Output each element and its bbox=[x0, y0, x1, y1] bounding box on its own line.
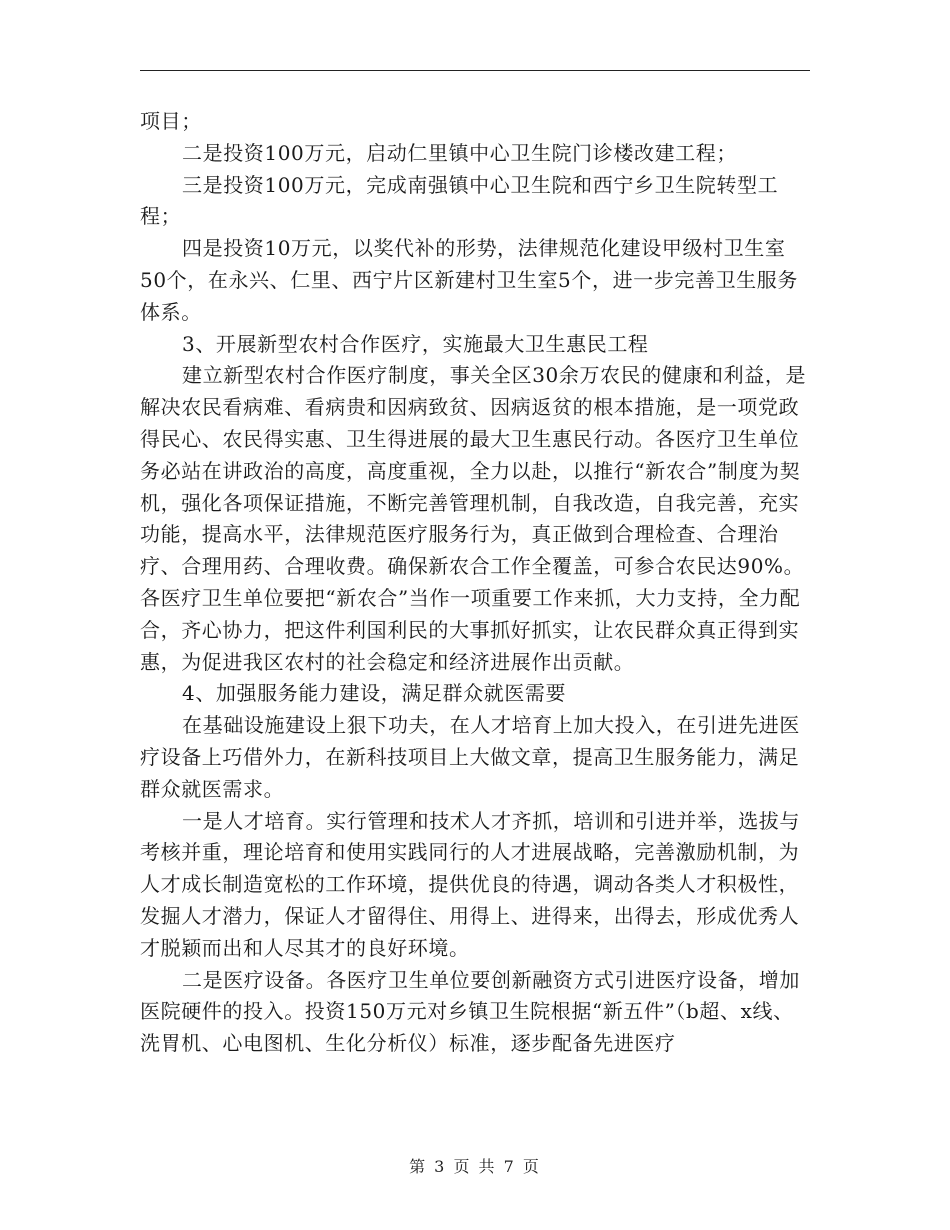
paragraph: 建立新型农村合作医疗制度，事关全区30余万农民的健康和利益，是解决农民看病难、看病贵和因病致贫、因病返贫的根本措施，是一项党政得民心、农民得实惠、卫生得进展的最大卫生惠民行动。各医疗卫生单位务必站在讲政治的高度，高度重视，全力以赴，以推行“新农合”制度为契机，强化各项保证措施，不断完善管理机制，自我改造，自我完善，充实功能，提高水平，法律规范医疗服务行为，真正做到合理检查、合理治疗、合理用药、合理收费。确保新农合工作全覆盖，可参合农民达90%。各医疗卫生单位要把“新农合”当作一项重要工作来抓，大力支持，全力配合，齐心协力，把这件利国利民的大事抓好抓实，让农民群众真正得到实惠，为促进我区农村的社会稳定和经济进展作出贡献。 bbox=[140, 363, 807, 674]
section-heading: 3、开展新型农村合作医疗，实施最大卫生惠民工程 bbox=[182, 331, 649, 356]
paragraph: 二是投资100万元，启动仁里镇中心卫生院门诊楼改建工程； bbox=[182, 140, 737, 165]
section-heading: 4、加强服务能力建设，满足群众就医需要 bbox=[182, 681, 567, 706]
paragraph: 一是人才培育。实行管理和技术人才齐抓，培训和引进并举，选拔与考核并重，理论培育和使用实践同行的人才进展战略，完善激励机制，为人才成长制造宽松的工作环境，提供优良的待遇，调动各类人才积极性，发掘人才潜力，保证人才留得住、用得上、进得来，出得去，形成优秀人才脱颖而出和人尽其才的良好环境。 bbox=[140, 808, 800, 960]
paragraph: 三是投资100万元，完成南强镇中心卫生院和西宁乡卫生院转型工程； bbox=[140, 172, 779, 229]
header-rule bbox=[140, 70, 810, 71]
paragraph: 二是医疗设备。各医疗卫生单位要创新融资方式引进医疗设备，增加医院硬件的投入。投资150万元对乡镇卫生院根据“新五件”（b超、x线、洗胃机、心电图机、生化分析仪）标准，逐步配备先进医疗 bbox=[140, 967, 800, 1056]
paragraph: 在基础设施建设上狠下功夫，在人才培育上加大投入，在引进先进医疗设备上巧借外力，在新科技项目上大做文章，提高卫生服务能力，满足群众就医需求。 bbox=[140, 713, 800, 801]
paragraph: 项目； bbox=[140, 109, 202, 133]
page-number: 第 3 页 共 7 页 bbox=[409, 1157, 541, 1176]
paragraph: 四是投资10万元，以奖代补的形势，法律规范化建设甲级村卫生室50个，在永兴、仁里、西宁片区新建村卫生室5个，进一步完善卫生服务体系。 bbox=[140, 236, 798, 324]
body-text bbox=[140, 106, 812, 1060]
